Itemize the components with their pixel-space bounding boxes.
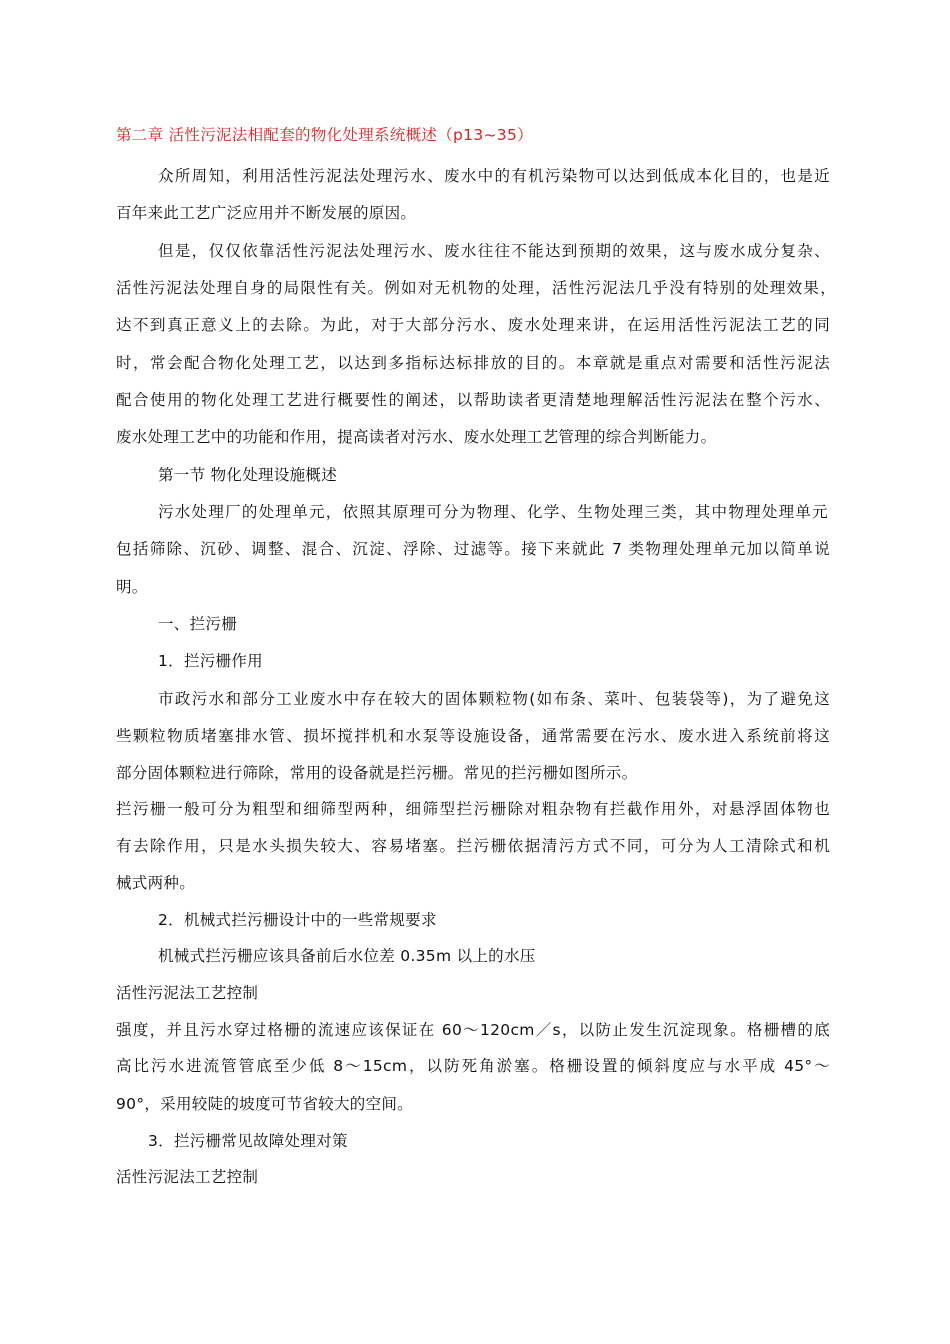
paragraph-line: 众所周知，利用活性污泥法处理污水、废水中的有机污染物可以达到低成本化目的，也是近 <box>158 167 830 185</box>
paragraph-line: 些颗粒物质堵塞排水管、损坏搅拌机和水泵等设施设备，通常需要在污水、废水进入系统前将这 <box>116 727 830 745</box>
paragraph-line: 时，常会配合物化处理工艺，以达到多指标达标排放的目的。本章就是重点对需要和活性污泥法 <box>116 354 830 372</box>
paragraph-line: 包括筛除、沉砂、调整、混合、沉淀、浮除、过滤等。接下来就此 7 类物理处理单元加以简单说 <box>116 540 830 558</box>
paragraph-line: 明。 <box>116 578 148 596</box>
paragraph-line: 90°，采用较陡的坡度可节省较大的空间。 <box>116 1095 413 1113</box>
paragraph-line: 百年来此工艺广泛应用并不断发展的原因。 <box>116 204 417 222</box>
paragraph-line: 高比污水进流管管底至少低 8～15cm，以防死角淤塞。格栅设置的倾斜度应与水平成 45°～ <box>116 1057 830 1075</box>
heading-level-2: 3．拦污栅常见故障处理对策 <box>148 1132 348 1150</box>
paragraph-line: 达不到真正意义上的去除。为此，对于大部分污水、废水处理来讲，在运用活性污泥法工艺的同 <box>116 316 830 334</box>
chapter-title: 第二章 活性污泥法相配套的物化处理系统概述（p13~35） <box>116 126 533 144</box>
paragraph-line: 部分固体颗粒进行筛除，常用的设备就是拦污栅。常见的拦污栅如图所示。 <box>116 764 638 782</box>
paragraph-line: 但是，仅仅依靠活性污泥法处理污水、废水往往不能达到预期的效果，这与废水成分复杂、 <box>158 242 830 260</box>
paragraph-line: 活性污泥法处理自身的局限性有关。例如对无机物的处理，活性污泥法几乎没有特别的处理效果， <box>116 279 836 297</box>
paragraph-line: 械式两种。 <box>116 874 196 892</box>
paragraph-line: 有去除作用，只是水头损失较大、容易堵塞。拦污栅依据清污方式不同，可分为人工清除式和机 <box>116 837 830 855</box>
section-title: 第一节 物化处理设施概述 <box>158 466 338 484</box>
paragraph-line: 拦污栅一般可分为粗型和细筛型两种，细筛型拦污栅除对粗杂物有拦截作用外，对悬浮固体物也 <box>116 800 830 818</box>
heading-level-1: 一、拦污栅 <box>158 615 238 633</box>
paragraph-line: 强度，并且污水穿过格栅的流速应该保证在 60～120cm／s，以防止发生沉淀现象。格栅槽的底 <box>116 1021 830 1039</box>
paragraph-line: 污水处理厂的处理单元，依照其原理可分为物理、化学、生物处理三类，其中物理处理单元 <box>158 503 828 521</box>
paragraph-line: 市政污水和部分工业废水中存在较大的固体颗粒物(如布条、菜叶、包装袋等)，为了避免这 <box>158 690 830 708</box>
running-header: 活性污泥法工艺控制 <box>116 1168 259 1186</box>
paragraph-line: 配合使用的物化处理工艺进行概要性的阐述，以帮助读者更清楚地理解活性污泥法在整个污水、 <box>116 391 830 409</box>
heading-level-2: 2．机械式拦污栅设计中的一些常规要求 <box>158 911 437 929</box>
running-header: 活性污泥法工艺控制 <box>116 984 259 1002</box>
heading-level-2: 1．拦污栅作用 <box>158 652 263 670</box>
paragraph-line: 废水处理工艺中的功能和作用，提高读者对污水、废水处理工艺管理的综合判断能力。 <box>116 428 717 446</box>
paragraph-line: 机械式拦污栅应该具备前后水位差 0.35m 以上的水压 <box>158 947 536 965</box>
